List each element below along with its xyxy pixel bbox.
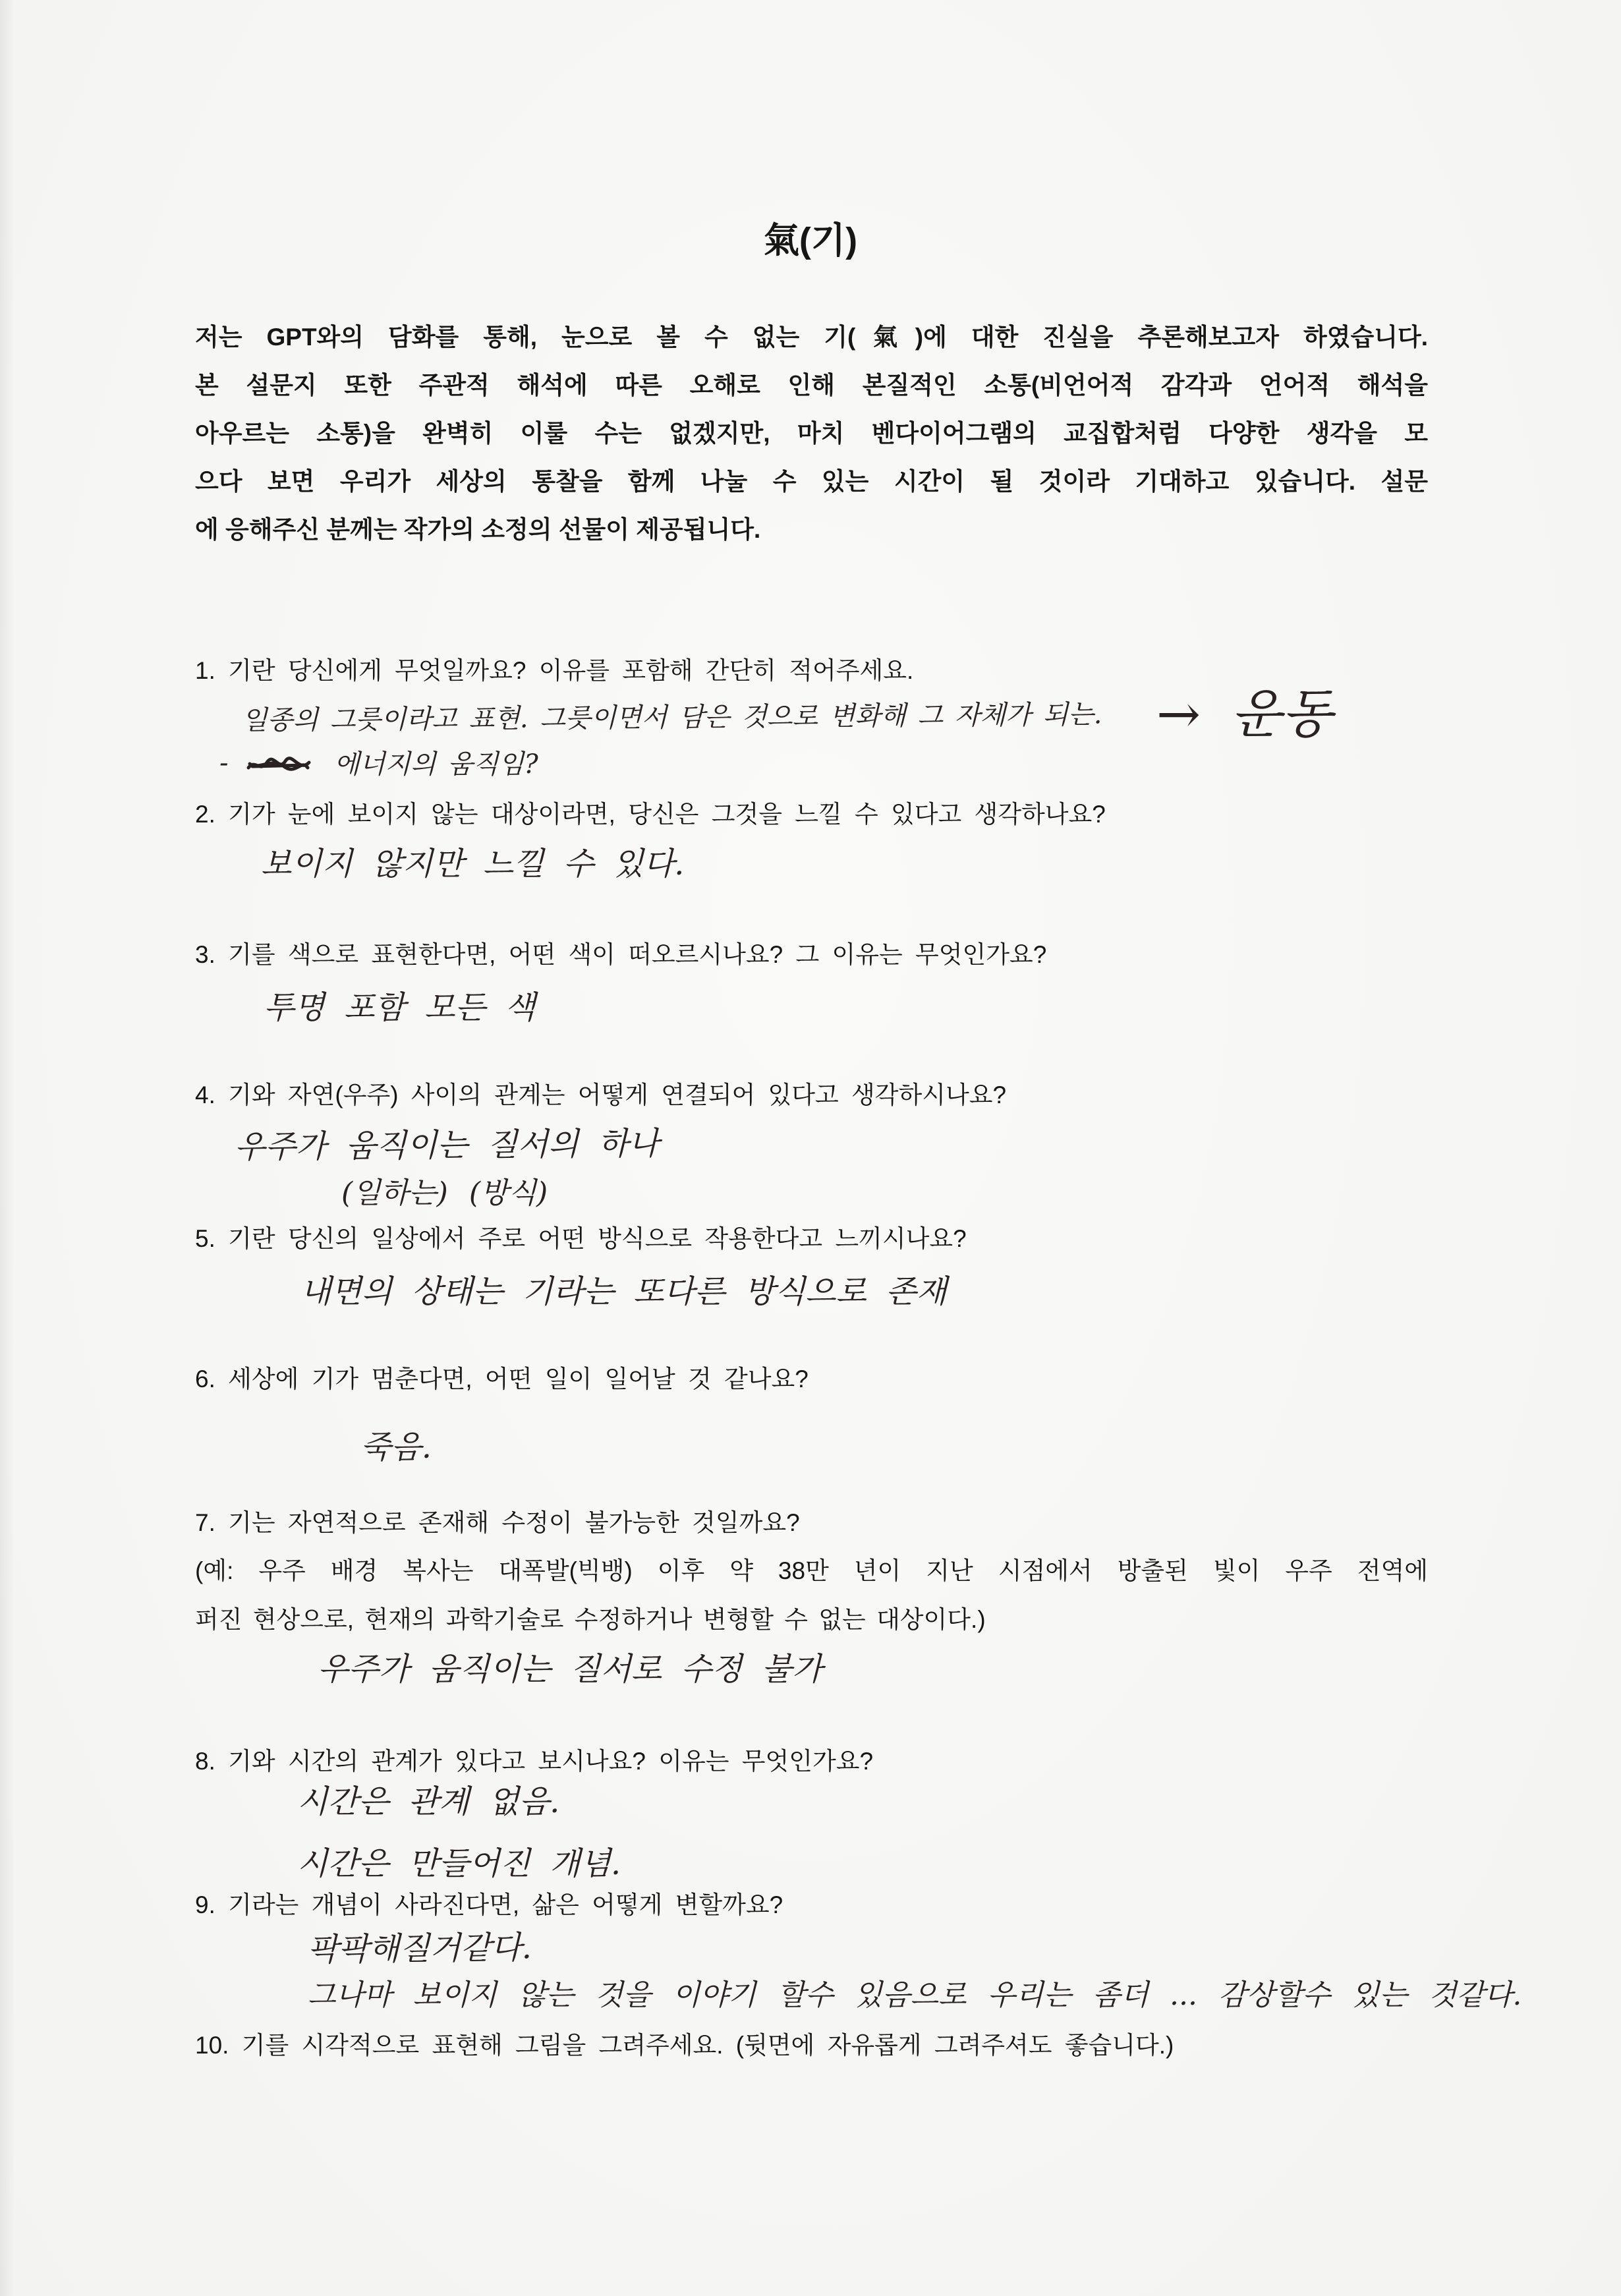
question-2: 2. 기가 눈에 보이지 않는 대상이라면, 당신은 그것을 느낄 수 있다고 생각하나요? — [195, 801, 1106, 828]
question-5: 5. 기란 당신의 일상에서 주로 어떤 방식으로 작용한다고 느끼시나요? — [195, 1225, 967, 1252]
crossed-out-scribble — [246, 753, 312, 777]
question-1: 1. 기란 당신에게 무엇일까요? 이유를 포함해 간단히 적어주세요. — [195, 657, 914, 684]
answer-5: 내면의 상태는 기라는 또다른 방식으로 존재 — [300, 1273, 947, 1310]
answer-4-line-2: (일하는) (방식) — [341, 1176, 548, 1210]
answer-8-line-2: 시간은 만들어진 개념. — [297, 1845, 621, 1882]
question-7-example-line-1: (예: 우주 배경 복사는 대폭발(빅뱅) 이후 약 38만 년이 지난 시점에서 방출된 빛이 우주 전역에 — [195, 1557, 1428, 1584]
intro-line: 아우르는 소통)을 완벽히 이룰 수는 없겠지만, 마치 벤다이어그램의 교집합처럼 다양한 생각을 모 — [195, 420, 1428, 447]
intro-line: 본 설문지 또한 주관적 해석에 따른 오해로 인해 본질적인 소통(비언어적 감각과 언어적 해석을 — [195, 372, 1428, 399]
intro-line: 저는 GPT와의 담화를 통해, 눈으로 볼 수 없는 기(氣)에 대한 진실을 추론해보고자 하였습니다. — [195, 324, 1428, 351]
question-3: 3. 기를 색으로 표현한다면, 어떤 색이 떠오르시나요? 그 이유는 무엇인가요? — [195, 941, 1047, 968]
question-7: 7. 기는 자연적으로 존재해 수정이 불가능한 것일까요? — [195, 1509, 800, 1536]
question-6: 6. 세상에 기가 멈춘다면, 어떤 일이 일어날 것 같나요? — [195, 1365, 809, 1392]
intro-paragraph — [195, 313, 1428, 554]
question-4: 4. 기와 자연(우주) 사이의 관계는 어떻게 연결되어 있다고 생각하시나요? — [195, 1081, 1007, 1108]
question-9: 9. 기라는 개념이 사라진다면, 삶은 어떻게 변할까요? — [195, 1891, 783, 1918]
answer-9-line-1: 팍팍해질거같다. — [307, 1929, 532, 1968]
question-8: 8. 기와 시간의 관계가 있다고 보시나요? 이유는 무엇인가요? — [195, 1748, 874, 1775]
answer-1-note: → 운동 — [1156, 683, 1333, 745]
answer-1-line-2: 에너지의 움직임? — [334, 749, 538, 780]
answer-1-line-1: 일종의 그릇이라고 표현. 그릇이면서 담은 것으로 변화해 그 자체가 되는. — [241, 699, 1102, 736]
intro-line: 에 응해주신 분께는 작가의 소정의 선물이 제공됩니다. — [195, 516, 761, 543]
document-title: 氣(기) — [763, 221, 858, 260]
answer-2: 보이지 않지만 느낄 수 있다. — [261, 846, 685, 882]
question-7-example-line-2: 퍼진 현상으로, 현재의 과학기술로 수정하거나 변형할 수 없는 대상이다.) — [195, 1606, 986, 1633]
question-10: 10. 기를 시각적으로 표현해 그림을 그려주세요. (뒷면에 자유롭게 그려주셔도 좋습니다.) — [195, 2032, 1174, 2059]
answer-7: 우주가 움직이는 질서로 수정 불가 — [318, 1651, 823, 1688]
answer-9-line-2: 그나마 보이지 않는 것을 이야기 할수 있음으로 우리는 좀더 ... 감상할수 있는 것같다. — [308, 1978, 1522, 2012]
answer-1-dash: - — [219, 748, 229, 778]
answer-8-line-1: 시간은 관계 없음. — [297, 1783, 560, 1820]
answer-4-line-1: 우주가 움직이는 질서의 하나 — [234, 1125, 660, 1166]
answer-3: 투명 포함 모든 색 — [264, 989, 536, 1026]
intro-line: 으다 보면 우리가 세상의 통찰을 함께 나눌 수 있는 시간이 될 것이라 기대하고 있습니다. 설문 — [195, 468, 1428, 495]
answer-6: 죽음. — [360, 1429, 432, 1466]
